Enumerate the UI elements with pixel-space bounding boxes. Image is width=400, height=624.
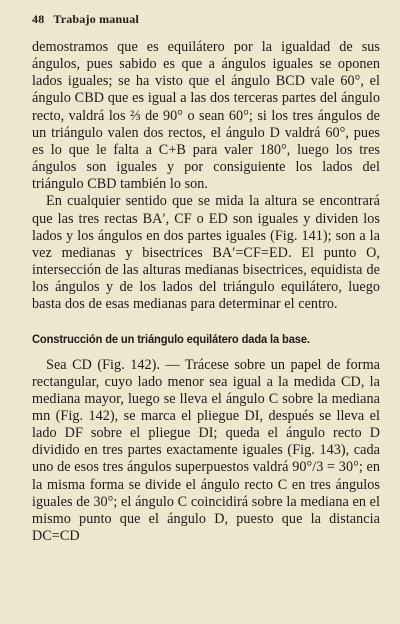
body-paragraph: demostramos que es equilátero por la igualdad de sus ángulos, pues sabido es que a ángulos iguales se oponen lados iguales; se ha visto que el ángulo BCD vale 60°, el ángulo CBD que es igual a las dos terceras partes del ángulo recto, valdrá los ⅔ de 90° o sean 60°; si los tres ángulos de un triángulo valen dos rectos, el ángulo D valdrá 60°, pues es lo que le falta a C+B para valer 180°, luego los tres ángulos son iguales y por consiguiente los lados del triángulo CBD también lo son.: [32, 39, 380, 193]
body-paragraph: En cualquier sentido que se mida la altura se encontrará que las tres rectas BA′, CF o ED son iguales y dividen los lados y los ángulos en dos partes iguales (Fig. 141); son a la vez medianas y bisectrices BA′=CF=ED. El punto O, intersección de las alturas medianas bisectrices, equidista de los ángulos y de los lados del triángulo equilátero, luego basta dos de esas medianas para determinar el centro.: [32, 193, 380, 313]
page-number: 48: [32, 12, 45, 26]
running-head: [32, 12, 380, 27]
section-heading: Construcción de un triángulo equilátero dada la base.: [32, 331, 310, 346]
running-head-title: Trabajo manual: [53, 12, 139, 26]
body-paragraph: Sea CD (Fig. 142). — Trácese sobre un papel de forma rectangular, cuyo lado menor sea igual a la medida CD, la mediana mayor, luego se lleva el ángulo C sobre la mediana mn (Fig. 142), se marca el pliegue DI, después se lleva el lado DF sobre el pliegue DI; queda el ángulo recto D dividido en tres partes exactamente iguales (Fig. 143), cada uno de esos tres ángulos superpuestos valdrá 90°/3 = 30°; en la misma forma se divide el ángulo recto C en tres ángulos iguales de 30°; el ángulo C coincidirá sobre la mediana en el mismo punto que el ángulo D, puesto que la distancia DC=CD: [32, 356, 380, 545]
